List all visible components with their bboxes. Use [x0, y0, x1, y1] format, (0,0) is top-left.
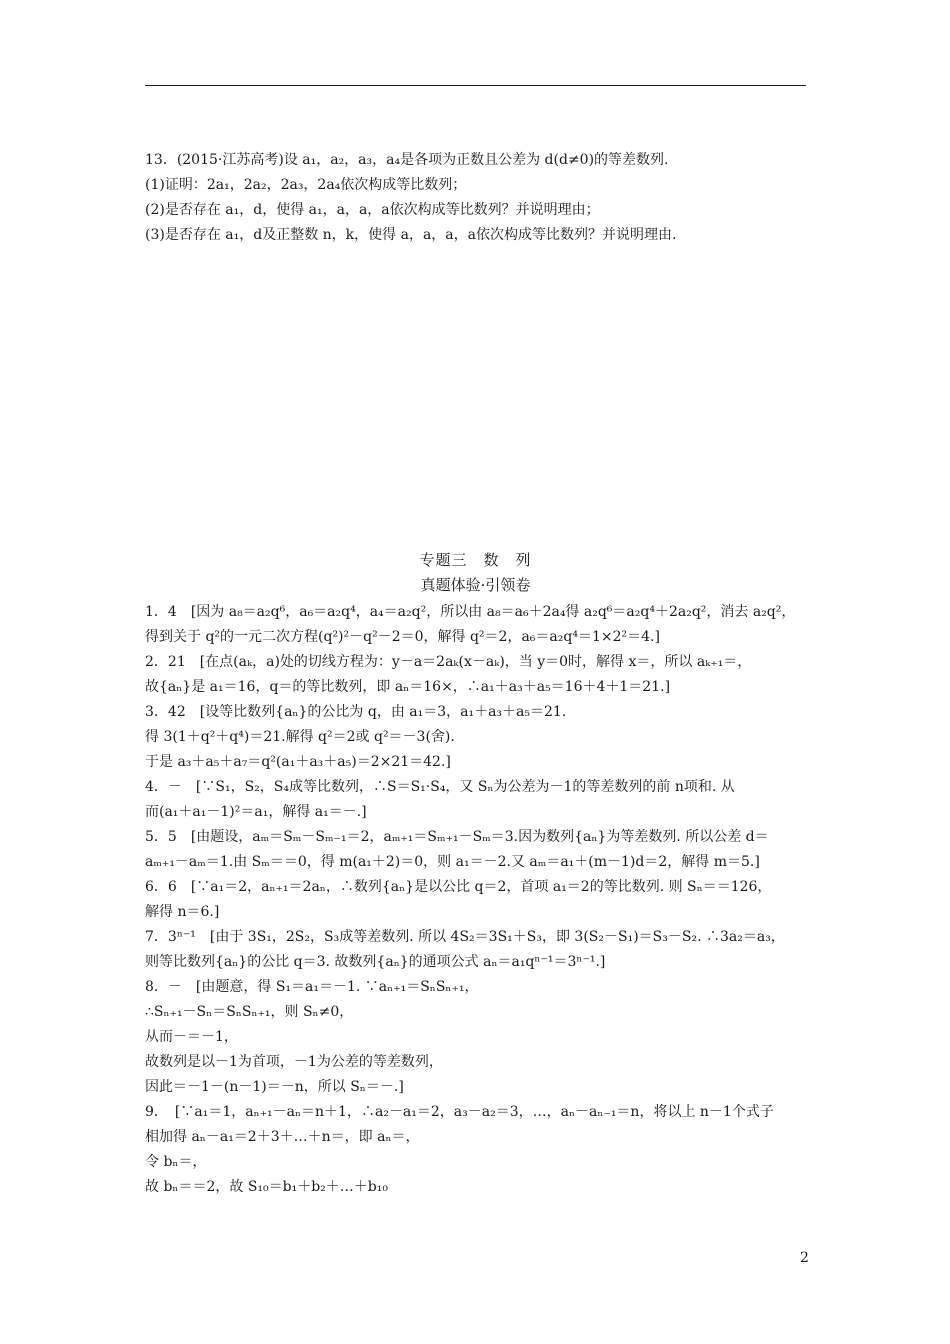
- header-rule: [145, 85, 806, 86]
- answer-line: 故 bₙ＝＝2，故 S₁₀＝b₁＋b₂＋…＋b₁₀: [145, 1179, 388, 1195]
- answer-line: 8．－ [由题意，得 S₁＝a₁＝－1. ∵aₙ₊₁＝SₙSₙ₊₁，: [145, 979, 479, 995]
- page-number: 2: [800, 1250, 809, 1266]
- answer-line: 而(a₁＋a₁－1)²＝a₁，解得 a₁＝－.]: [145, 804, 367, 820]
- answer-line: 得 3(1＋q²＋q⁴)＝21.解得 q²＝2或 q²＝－3(舍).: [145, 729, 455, 745]
- answer-line: 6．6 [∵a₁＝2，aₙ₊₁＝2aₙ，∴数列{aₙ}是以公比 q＝2，首项 a₁＝2的等比数列. 则 Sₙ＝＝126，: [145, 879, 772, 895]
- answer-line: 4．－ [∵S₁，S₂，S₄成等比数列，∴S＝S₁·S₄，又 Sₙ为公差为－1的等差数列的前 n项和. 从: [145, 779, 735, 795]
- answer-line: 故数列是以－1为首项，－1为公差的等差数列，: [145, 1054, 443, 1070]
- answer-line: 9． [∵a₁＝1，aₙ₊₁－aₙ＝n＋1，∴a₂－a₁＝2，a₃－a₂＝3，…，aₙ－aₙ₋₁＝n，将以上 n－1个式子: [145, 1104, 774, 1120]
- section-subtitle: 真题体验·引领卷: [420, 576, 531, 594]
- problem-line: (3)是否存在 a₁，d及正整数 n，k，使得 a，a，a，a依次构成等比数列？并说明理由.: [145, 227, 677, 243]
- answer-line: 3．42 [设等比数列{aₙ}的公比为 q，由 a₁＝3，a₁＋a₃＋a₅＝21.: [145, 704, 567, 720]
- answer-line: 于是 a₃＋a₅＋a₇＝q²(a₁＋a₃＋a₅)＝2×21＝42.]: [145, 754, 451, 770]
- answer-line: 5．5 [由题设，aₘ＝Sₘ－Sₘ₋₁＝2，aₘ₊₁＝Sₘ₊₁－Sₘ＝3.因为数列{aₙ}为等差数列. 所以公差 d＝: [145, 829, 769, 845]
- answer-line: 从而－＝－1，: [145, 1029, 238, 1045]
- answer-line: 故{aₙ}是 a₁＝16，q＝的等比数列，即 aₙ＝16×，∴a₁＋a₃＋a₅＝16＋4＋1＝21.]: [145, 679, 671, 695]
- answer-line: 7．3ⁿ⁻¹ [由于 3S₁，2S₂，S₃成等差数列. 所以 4S₂＝3S₁＋S₃，即 3(S₂－S₁)＝S₃－S₂. ∴3a₂＝a₃，: [145, 929, 785, 945]
- problem-13: [145, 148, 806, 248]
- answer-line: ∴Sₙ₊₁－Sₙ＝SₙSₙ₊₁，则 Sₙ≠0，: [145, 1004, 354, 1020]
- answer-line: 令 bₙ＝，: [145, 1154, 207, 1170]
- answer-line: 得到关于 q²的一元二次方程(q²)²－q²－2＝0，解得 q²＝2，a₆＝a₂q⁴＝1×2²＝4.]: [145, 629, 660, 645]
- problem-line: 13．(2015·江苏高考)设 a₁，a₂，a₃，a₄是各项为正数且公差为 d(d≠0)的等差数列.: [145, 152, 669, 168]
- answer-list: [145, 600, 806, 1200]
- answer-line: 2．21 [在点(aₖ，a)处的切线方程为：y－a＝2aₖ(x－aₖ)，当 y＝0时，解得 x＝，所以 aₖ₊₁＝，: [145, 654, 752, 670]
- answer-line: 解得 n＝6.]: [145, 904, 220, 920]
- answer-line: 1．4 [因为 a₈＝a₂q⁶，a₆＝a₂q⁴，a₄＝a₂q²，所以由 a₈＝a₆＋2a₄得 a₂q⁶＝a₂q⁴＋2a₂q²，消去 a₂q²，: [145, 604, 796, 620]
- answer-line: 相加得 aₙ－a₁＝2＋3＋…＋n＝，即 aₙ＝，: [145, 1129, 420, 1145]
- answer-line: aₘ₊₁－aₘ＝1.由 Sₘ＝＝0，得 m(a₁＋2)＝0，则 a₁＝－2.又 aₘ＝a₁＋(m－1)d＝2，解得 m＝5.]: [145, 854, 760, 870]
- problem-line: (2)是否存在 a₁，d，使得 a₁，a，a，a依次构成等比数列？并说明理由；: [145, 202, 600, 218]
- section-title: 专题三 数 列: [419, 551, 532, 569]
- answer-line: 因此＝－1－(n－1)＝－n，所以 Sₙ＝－.]: [145, 1079, 404, 1095]
- answer-line: 则等比数列{aₙ}的公比 q＝3. 故数列{aₙ}的通项公式 aₙ＝a₁qⁿ⁻¹＝3ⁿ⁻¹.]: [145, 954, 606, 970]
- problem-line: (1)证明：2a₁，2a₂，2a₃，2a₄依次构成等比数列；: [145, 177, 467, 193]
